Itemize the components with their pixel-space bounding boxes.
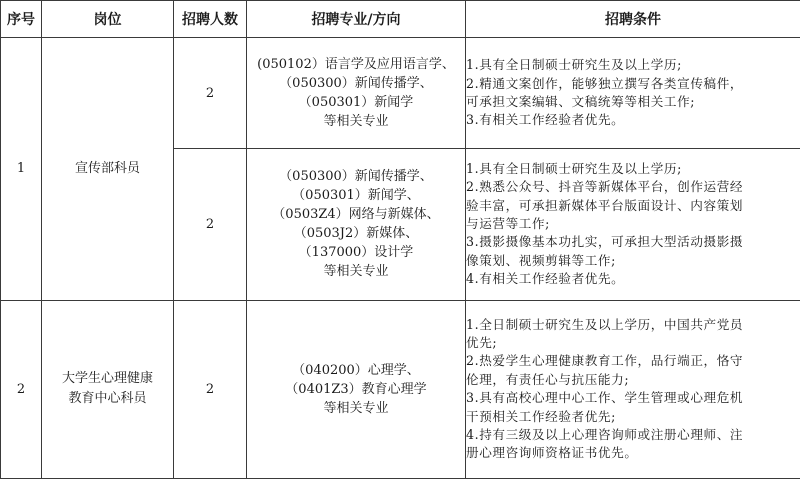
major-cell [247, 38, 466, 149]
condition-line: 优先; [466, 335, 498, 351]
major-line: 等相关专业 [323, 400, 389, 416]
row-index: 2 [1, 300, 42, 479]
conditions-cell [466, 149, 800, 300]
major-line: （137000）设计学 [298, 245, 414, 261]
condition-line: 1.全日制硕士研究生及以上学历，中国共产党员 [466, 316, 744, 332]
row-index: 1 [1, 38, 42, 301]
condition-line: 4.持有三级及以上心理咨询师或注册心理师、注 [466, 427, 744, 443]
major-line: （0401Z3）教育心理学 [285, 381, 427, 397]
position-line: 教育中心科员 [68, 391, 147, 407]
major-line: 等相关专业 [323, 264, 389, 280]
condition-line: 像策划、视频剪辑等工作; [466, 252, 616, 268]
major-line: （050301）新闻学、 [292, 188, 420, 204]
major-line: （0503J2）新媒体、 [293, 226, 419, 242]
position-cell [42, 300, 174, 479]
position-line: 大学生心理健康 [61, 371, 153, 387]
header-major: 招聘专业/方向 [247, 1, 466, 38]
major-line: (050102）语言学及应用语言学、 [257, 57, 455, 72]
header-conditions: 招聘条件 [466, 1, 800, 38]
condition-line: 2.精通文案创作，能够独立撰写各类宣传稿件， [466, 75, 744, 91]
major-cell [247, 149, 466, 300]
header-position: 岗位 [42, 1, 174, 38]
position-line: 宣传部科员 [74, 160, 140, 176]
major-line: （050301）新闻学 [298, 95, 414, 110]
condition-line: 2.热爱学生心理健康教育工作，品行端正，恪守 [466, 353, 744, 369]
condition-line: 验丰富，可承担新媒体平台版面设计、内容策划 [466, 197, 744, 213]
header-row [1, 1, 800, 38]
major-cell [247, 300, 466, 479]
major-line: 等相关专业 [323, 114, 389, 129]
major-line: （050300）新闻传播学、 [279, 169, 433, 185]
condition-line: 可承担文案编辑、文稿统筹等相关工作; [466, 94, 696, 109]
condition-line: 1.具有全日制硕士研究生及以上学历; [466, 160, 682, 176]
major-line: （050300）新闻传播学、 [279, 76, 433, 91]
count-cell: 2 [174, 300, 247, 479]
condition-line: 3.具有高校心理中心工作、学生管理或心理危机 [466, 390, 744, 406]
count-cell: 2 [174, 38, 247, 149]
condition-line: 1.具有全日制硕士研究生及以上学历; [466, 57, 682, 73]
condition-line: 册心理咨询师资格证书优先。 [466, 445, 638, 461]
major-line: （040200）心理学、 [292, 362, 420, 378]
condition-line: 3.有相关工作经验者优先。 [466, 112, 625, 128]
condition-line: 2.熟悉公众号、抖音等新媒体平台，创作运营经 [466, 179, 744, 195]
condition-line: 4.有相关工作经验者优先。 [466, 271, 625, 287]
conditions-cell [466, 38, 800, 149]
condition-line: 与运营等工作; [466, 216, 551, 232]
position-cell [42, 38, 174, 301]
header-index: 序号 [1, 1, 42, 38]
conditions-cell [466, 300, 800, 479]
count-cell: 2 [174, 149, 247, 300]
table-row [1, 300, 800, 479]
major-line: （0503Z4）网络与新媒体、 [272, 207, 440, 223]
header-count: 招聘人数 [174, 1, 247, 38]
table-row [1, 38, 800, 149]
condition-line: 3.摄影摄像基本功扎实，可承担大型活动摄影摄 [466, 234, 744, 250]
condition-line: 干预相关工作经验者优先; [466, 408, 616, 424]
condition-line: 伦理，有责任心与抗压能力; [466, 371, 630, 387]
